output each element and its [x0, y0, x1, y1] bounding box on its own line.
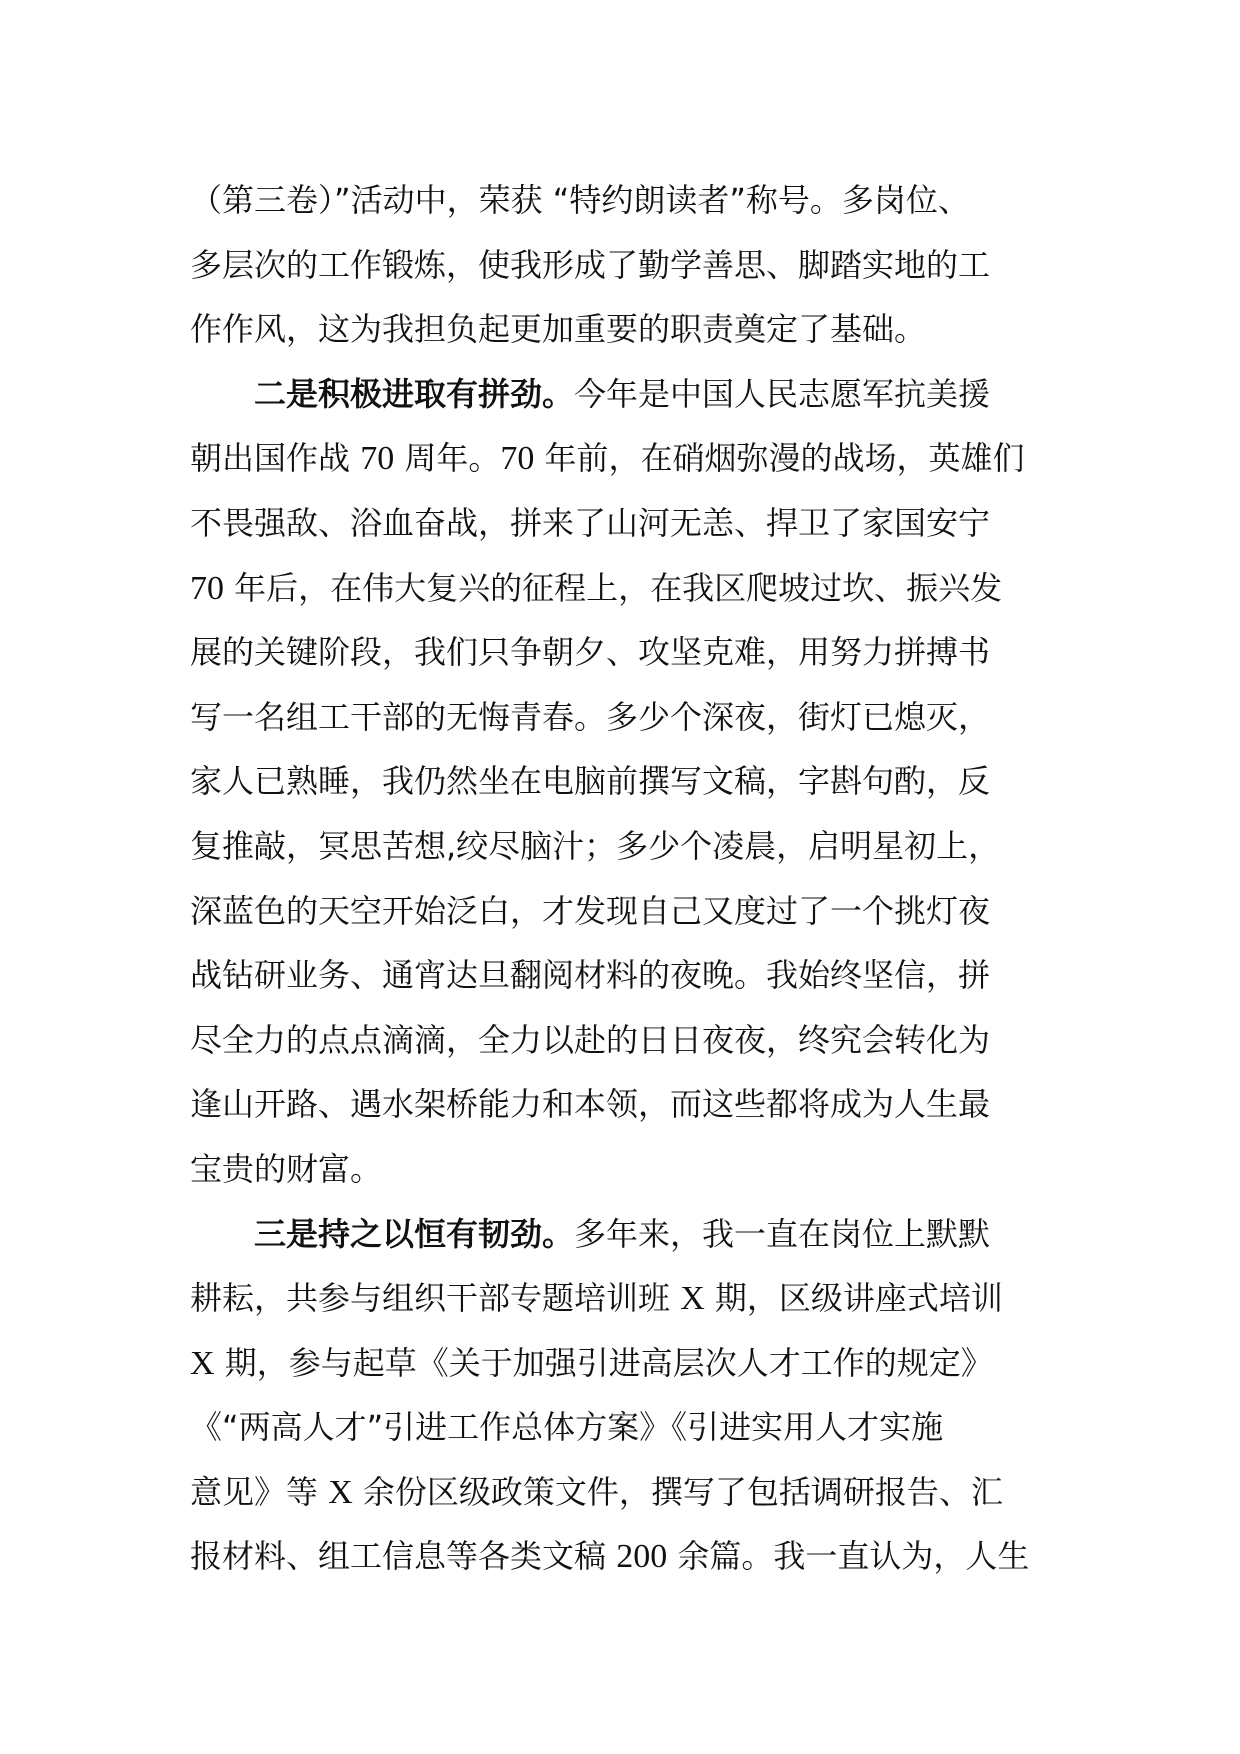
- text-line: [190, 362, 1055, 427]
- text-span: 年前，在硝烟弥漫的战场，英雄们: [534, 439, 1025, 478]
- text-span: 余份区级政策文件，撰写了包括调研报告、汇: [352, 1472, 1003, 1511]
- text-span: 期，参与起草《关于加强引进高层次人才工作的规定》: [214, 1343, 993, 1382]
- text-line: 复推敲，冥思苦想,绞尽脑汁；多少个凌晨，启明星初上，: [190, 826, 1001, 865]
- number-span: 70: [500, 440, 535, 478]
- text-span: 耕耘，共参与组织干部专题培训班: [190, 1279, 681, 1318]
- text-line: 多层次的工作锻炼，使我形成了勤学善思、脚踏实地的工: [190, 245, 991, 284]
- text-line: 家人已熟睡，我仍然坐在电脑前撰写文稿，字斟句酌，反: [190, 762, 991, 801]
- paragraph-continuation: [190, 168, 1055, 362]
- paragraph-three: [190, 1202, 1055, 1590]
- text-span: 意见》等: [190, 1472, 329, 1511]
- number-span: 200: [616, 1538, 668, 1576]
- text-span: 期，区级讲座式培训: [704, 1279, 1003, 1318]
- text-line: [190, 1202, 1055, 1267]
- text-span: 周年。: [394, 439, 501, 478]
- text-line: 展的关键阶段，我们只争朝夕、攻坚克难，用努力拼搏书: [190, 633, 991, 672]
- text-line: 逢山开路、遇水架桥能力和本领，而这些都将成为人生最: [190, 1085, 991, 1124]
- text-span: 年后，在伟大复兴的征程上，在我区爬坡过坎、振兴发: [224, 568, 1003, 607]
- letter-span: X: [680, 1280, 705, 1318]
- text-span: 今年是中国人民志愿军抗美援: [574, 374, 991, 413]
- text-line: 不畏强敌、浴血奋战，拼来了山河无恙、捍卫了家国安宁: [190, 503, 991, 542]
- number-span: 70: [360, 440, 395, 478]
- text-line: 写一名组工干部的无悔青春。多少个深夜，街灯已熄灭，: [190, 697, 991, 736]
- text-line: [190, 556, 1055, 621]
- text-line: （第三卷）”活动中，荣获 “特约朗读者”称号。多岗位、: [190, 181, 970, 219]
- text-line: 战钻研业务、通宵达旦翻阅材料的夜晚。我始终坚信，拼: [190, 956, 991, 995]
- paragraph-heading: 二是积极进取有拼劲。: [254, 374, 575, 413]
- text-line: 宝贵的财富。: [190, 1149, 383, 1188]
- text-line: [190, 1460, 1055, 1525]
- text-line: [190, 1524, 1055, 1589]
- text-line: 《“两高人才”引进工作总体方案》《引进实用人才实施: [190, 1408, 944, 1447]
- text-line: [190, 1331, 1055, 1396]
- document-body: [190, 168, 1055, 1589]
- text-line: 作作风，这为我担负起更加重要的职责奠定了基础。: [190, 310, 927, 349]
- number-span: 70: [190, 569, 224, 607]
- letter-span: X: [190, 1344, 215, 1382]
- paragraph-two: [190, 362, 1055, 1202]
- text-line: [190, 1266, 1055, 1331]
- paragraph-heading: 三是持之以恒有韧劲。: [254, 1214, 575, 1253]
- text-span: 余篇。我一直认为，人生: [667, 1537, 1030, 1576]
- text-line: [190, 426, 1055, 491]
- text-span: 报材料、组工信息等各类文稿: [190, 1537, 617, 1576]
- text-span: 多年来，我一直在岗位上默默: [574, 1214, 991, 1253]
- text-line: 尽全力的点点滴滴，全力以赴的日日夜夜，终究会转化为: [190, 1020, 991, 1059]
- text-span: 朝出国作战: [190, 439, 361, 478]
- letter-span: X: [328, 1473, 353, 1511]
- text-line: 深蓝色的天空开始泛白，才发现自己又度过了一个挑灯夜: [190, 891, 991, 930]
